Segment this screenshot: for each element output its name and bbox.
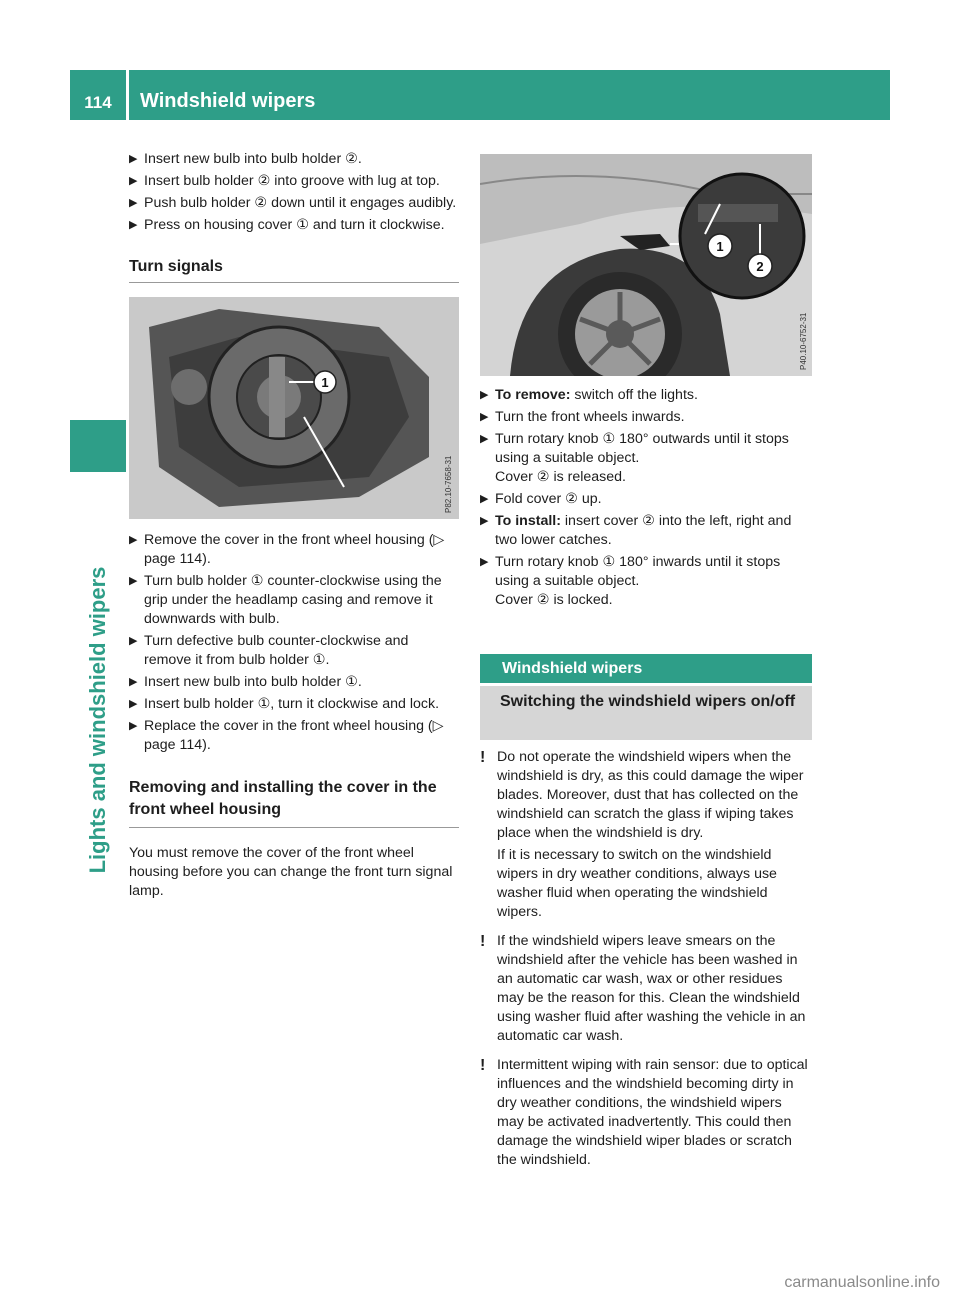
side-tab-block bbox=[70, 420, 126, 472]
warnings-column bbox=[480, 748, 812, 1180]
step-arrow-icon: ▶ bbox=[129, 153, 138, 165]
warning-notice: ! Intermittent wiping with rain sensor: due to optical influences and the windshield becoming dirty in dry weather conditions, the windshield wipers may be activated inadvertently. This could then damage the windshield wiper blades or scratch the windshield. bbox=[480, 1057, 808, 1168]
cover-paragraph: You must remove the cover of the front wheel housing before you can change the front turn signal lamp. bbox=[129, 845, 453, 899]
step-arrow-icon: ▶ bbox=[129, 534, 138, 546]
page-number: 114 bbox=[84, 93, 112, 112]
step-arrow-icon: ▶ bbox=[480, 411, 489, 423]
figure-callout-2: 2 bbox=[756, 259, 764, 274]
list-item: ▶ Turn bulb holder ① counter-clockwise using the grip under the headlamp casing and remove it downwards with bulb. bbox=[129, 573, 442, 627]
subsection-header-switching: Switching the windshield wipers on/off bbox=[480, 686, 812, 740]
figure-code: P40.10-6752-31 bbox=[799, 312, 808, 370]
header-divider bbox=[126, 70, 129, 120]
step-arrow-icon: ▶ bbox=[480, 389, 489, 401]
step-arrow-icon: ▶ bbox=[129, 197, 138, 209]
step-arrow-icon: ▶ bbox=[129, 698, 138, 710]
figure-callout-1: 1 bbox=[321, 375, 329, 390]
list-item: ▶ Turn defective bulb counter-clockwise and remove it from bulb holder ①. bbox=[129, 633, 409, 668]
warning-icon: ! bbox=[480, 933, 486, 950]
step-arrow-icon: ▶ bbox=[129, 720, 138, 732]
list-item: ▶ Insert new bulb into bulb holder ②. bbox=[129, 151, 362, 167]
step-arrow-icon: ▶ bbox=[480, 515, 489, 527]
list-item: ▶ Turn rotary knob ① 180° outwards until it stops using a suitable object. Cover ② is released. bbox=[480, 431, 789, 485]
left-column bbox=[129, 150, 459, 901]
section-heading-cover: Removing and installing the cover in the front wheel housing bbox=[129, 777, 459, 828]
warning-notice: ! Do not operate the windshield wipers when the windshield is dry, as this could damage the wiper blades. Moreover, dust that has collected on the windshield can scratch the glass if wiping takes place when the windshield is dry. If it is necessary to switch on the windshield wipers in dry weather conditions, always use washer fluid when operating the windshield wipers. bbox=[480, 749, 804, 920]
list-item: ▶ Insert new bulb into bulb holder ①. bbox=[129, 674, 362, 690]
list-item: ▶ Insert bulb holder ①, turn it clockwise and lock. bbox=[129, 696, 440, 712]
page-title: Windshield wipers bbox=[140, 90, 316, 112]
step-arrow-icon: ▶ bbox=[129, 676, 138, 688]
warning-icon: ! bbox=[480, 749, 486, 766]
list-item: ▶ Turn the front wheels inwards. bbox=[480, 409, 685, 425]
list-item: ▶ Press on housing cover ① and turn it clockwise. bbox=[129, 217, 445, 233]
step-arrow-icon: ▶ bbox=[480, 493, 489, 505]
list-item: ▶ Turn rotary knob ① 180° inwards until it stops using a suitable object. Cover ② is locked. bbox=[480, 554, 781, 608]
watermark: carmanualsonline.info bbox=[784, 1274, 940, 1291]
step-arrow-icon: ▶ bbox=[480, 433, 489, 445]
figure-callout-1: 1 bbox=[716, 239, 724, 254]
right-column bbox=[480, 386, 812, 613]
step-arrow-icon: ▶ bbox=[480, 556, 489, 568]
list-item: ▶ Fold cover ② up. bbox=[480, 491, 602, 507]
section-header-windshield-wipers: Windshield wipers bbox=[480, 654, 812, 683]
list-item: ▶ To install: insert cover ② into the left, right and two lower catches. bbox=[480, 513, 792, 548]
list-item: ▶ Replace the cover in the front wheel housing (▷ page 114). bbox=[129, 718, 444, 753]
step-arrow-icon: ▶ bbox=[129, 575, 138, 587]
list-item: ▶ To remove: switch off the lights. bbox=[480, 387, 698, 403]
section-heading-turn-signals: Turn signals bbox=[129, 257, 459, 283]
side-chapter-label: Lights and windshield wipers bbox=[85, 566, 110, 874]
warning-icon: ! bbox=[480, 1057, 486, 1074]
list-item: ▶ Push bulb holder ② down until it engages audibly. bbox=[129, 195, 457, 211]
step-arrow-icon: ▶ bbox=[129, 219, 138, 231]
wheel-housing-figure bbox=[480, 154, 812, 376]
figure-code: P82.10-7658-31 bbox=[444, 455, 453, 513]
list-item: ▶ Remove the cover in the front wheel housing (▷ page 114). bbox=[129, 532, 445, 567]
list-item: ▶ Insert bulb holder ② into groove with lug at top. bbox=[129, 173, 440, 189]
warning-notice: ! If the windshield wipers leave smears on the windshield after the vehicle has been washed in an automatic car wash, wax or other residues may be the reason for this. Clean the windshield using washer fluid after washing the vehicle in an automatic car wash. bbox=[480, 933, 806, 1044]
step-arrow-icon: ▶ bbox=[129, 635, 138, 647]
headlamp-illustration bbox=[129, 297, 459, 519]
headlamp-figure bbox=[129, 297, 459, 519]
wheel-housing-illustration bbox=[480, 154, 812, 376]
step-arrow-icon: ▶ bbox=[129, 175, 138, 187]
